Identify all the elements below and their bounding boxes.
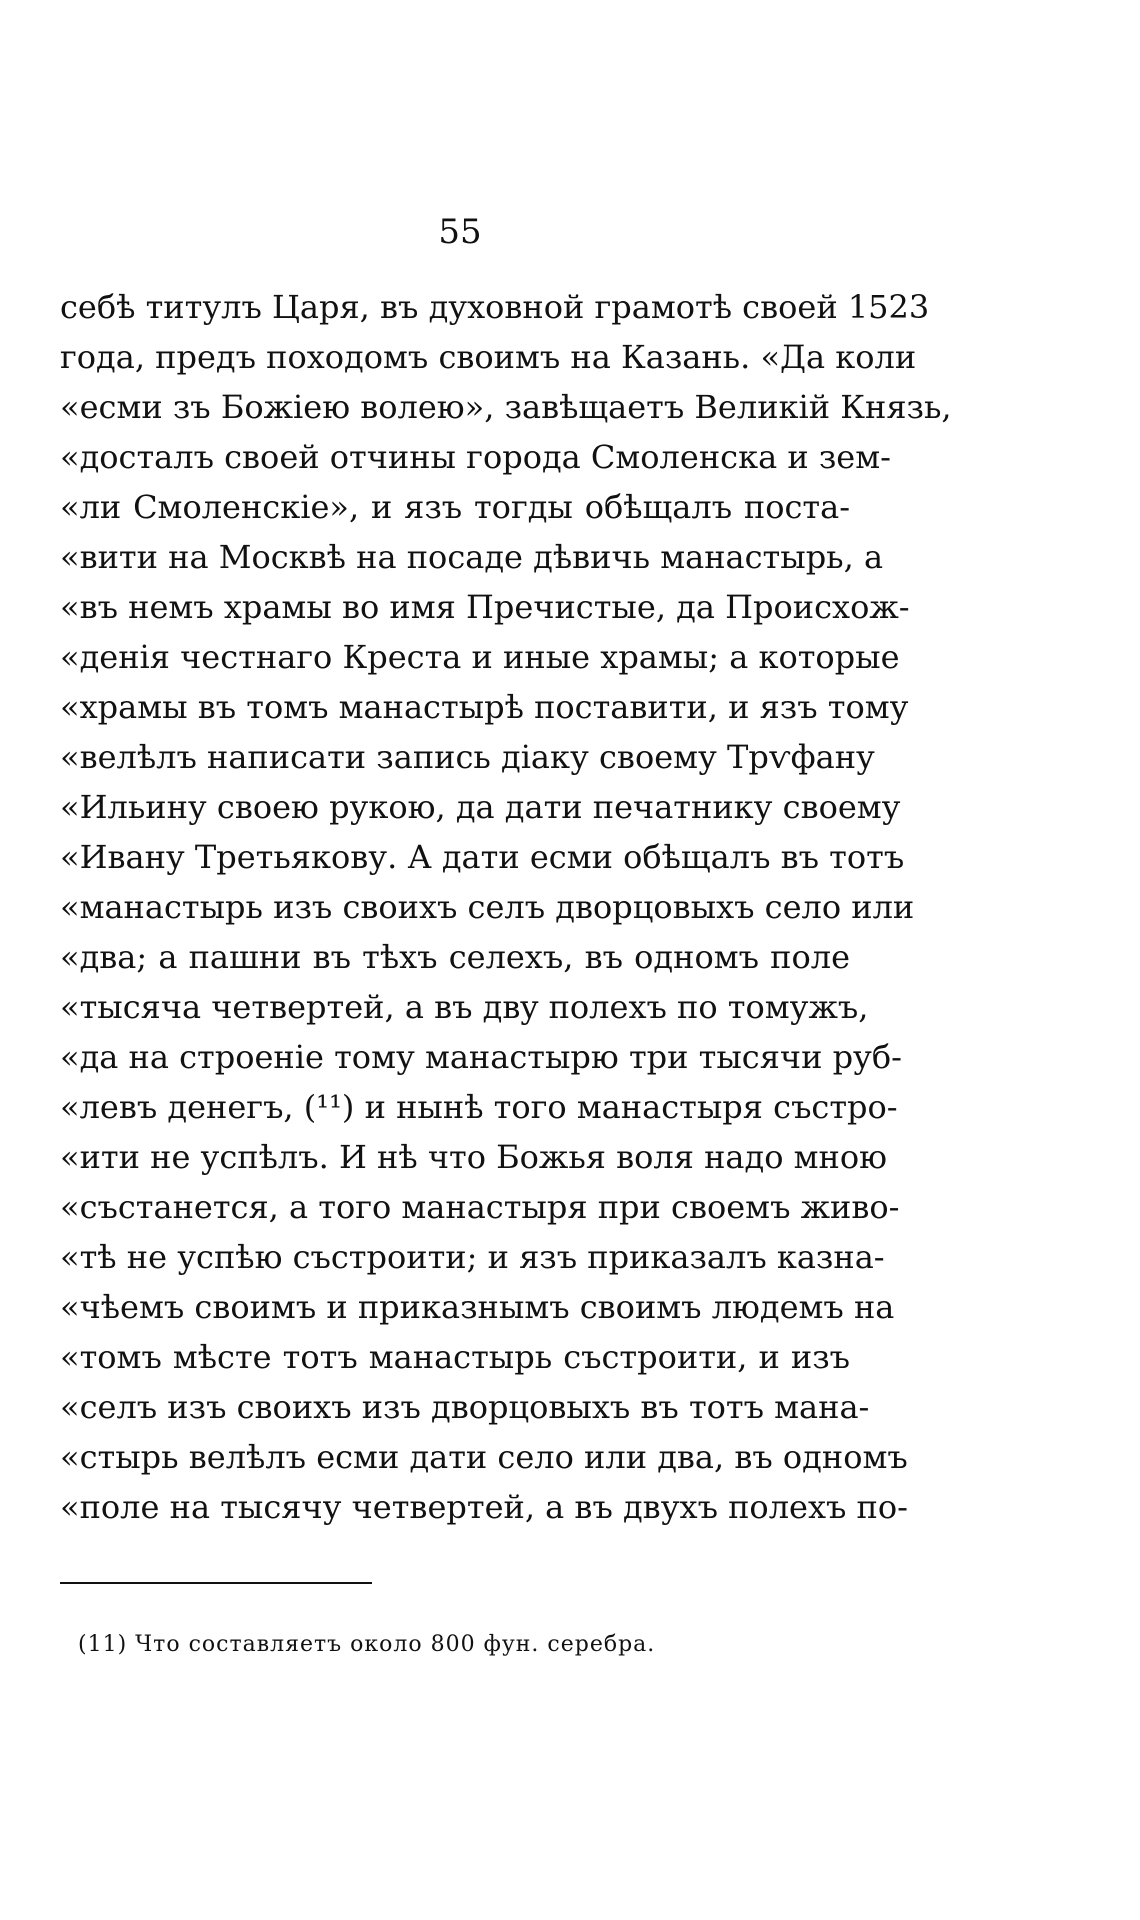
text-line: «ли Смоленскіе», и язъ тогды обѣщалъ поста-	[60, 488, 850, 526]
text-line: «томъ мѣсте тотъ манастырь състроити, и изъ	[60, 1338, 850, 1376]
page-number: 55	[438, 212, 482, 252]
text-line: «два; а пашни въ тѣхъ селехъ, въ одномъ поле	[60, 938, 850, 976]
text-line: себѣ титулъ Царя, въ духовной грамотѣ своей 1523	[60, 288, 930, 326]
text-line: «ити не успѣлъ. И нѣ что Божья воля надо мною	[60, 1138, 887, 1176]
footnote-rule	[60, 1582, 372, 1584]
text-line: «Ивану Третьякову. А дати есми обѣщалъ въ тотъ	[60, 838, 905, 876]
text-line: «тѣ не успѣю състроити; и язъ приказалъ казна-	[60, 1238, 885, 1276]
text-line: «селъ изъ своихъ изъ дворцовыхъ въ тотъ мана-	[60, 1388, 870, 1426]
text-line: «състанется, а того манастыря при своемъ живо-	[60, 1188, 900, 1226]
text-line: «левъ денегъ, (¹¹) и нынѣ того манастыря състро-	[60, 1088, 898, 1126]
text-line: «поле на тысячу четвертей, а въ двухъ полехъ по-	[60, 1488, 908, 1526]
body-text	[60, 282, 952, 1532]
text-line: «велѣлъ написати запись діаку своему Трѵфану	[60, 738, 875, 776]
text-line: «да на строеніе тому манастырю три тысячи руб-	[60, 1038, 902, 1076]
text-line: «храмы въ томъ манастырѣ поставити, и язъ тому	[60, 688, 909, 726]
text-line: «въ немъ храмы во имя Пречистые, да Происхож-	[60, 588, 910, 626]
text-line: года, предъ походомъ своимъ на Казань. «Да коли	[60, 338, 917, 376]
text-line: «денія честнаго Креста и иные храмы; а которые	[60, 638, 900, 676]
text-line: «стырь велѣлъ есми дати село или два, въ одномъ	[60, 1438, 908, 1476]
text-line: «Ильину своею рукою, да дати печатнику своему	[60, 788, 901, 826]
text-line: «тысяча четвертей, а въ двy полехъ по томужъ,	[60, 988, 869, 1026]
text-line: «есми зъ Божіею волею», завѣщаетъ Великій Князь,	[60, 388, 952, 426]
text-line: «досталъ своей отчины города Смоленска и зем-	[60, 438, 891, 476]
text-line: «чѣемъ своимъ и приказнымъ своимъ людемъ на	[60, 1288, 895, 1326]
text-line: «вити на Москвѣ на посаде дѣвичь манастырь, а	[60, 538, 884, 576]
footnote: (11) Что составляетъ около 800 фун. серебра.	[78, 1632, 656, 1657]
text-line: «манастырь изъ своихъ селъ дворцовыхъ село или	[60, 888, 915, 926]
